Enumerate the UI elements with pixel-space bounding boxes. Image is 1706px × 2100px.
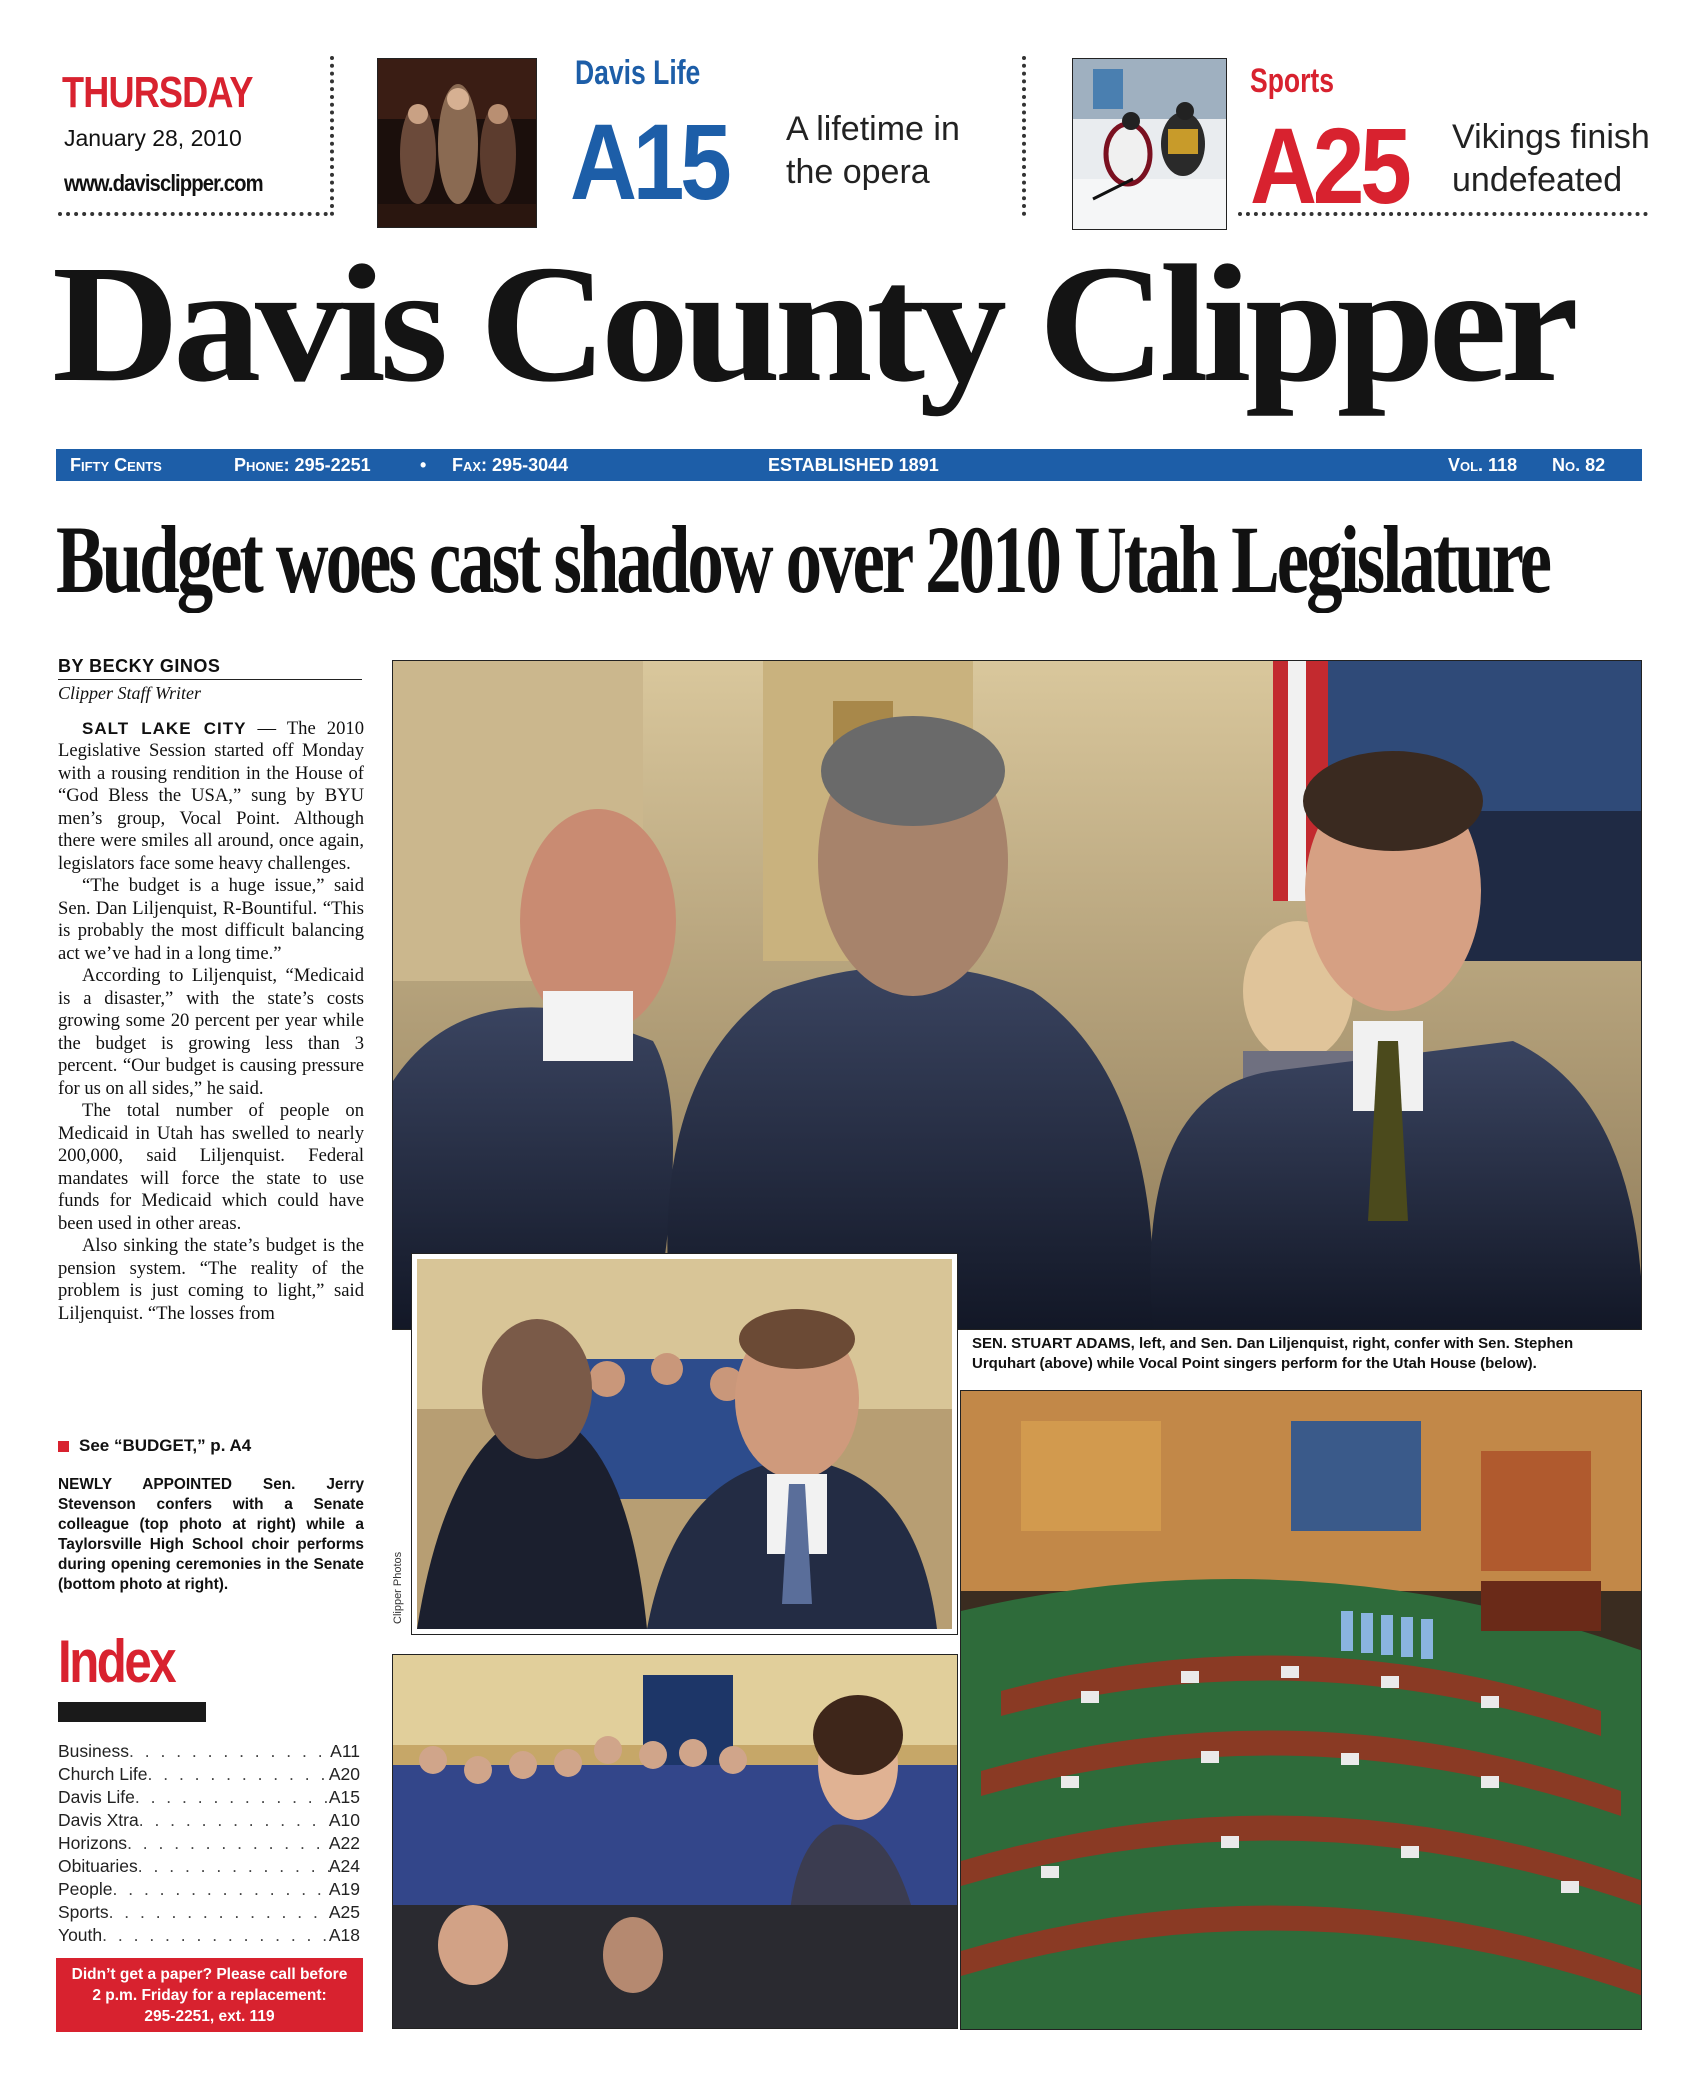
index-item[interactable] [58, 1901, 360, 1924]
promo-page-a15[interactable]: A15 [570, 101, 728, 222]
top-divider-dots [1238, 212, 1648, 216]
teaser-line: undefeated [1452, 160, 1623, 199]
dateline-dash: — [257, 718, 277, 739]
promo-teaser-opera [786, 108, 960, 193]
index-item-page: A18 [328, 1925, 360, 1945]
index-item-name: Church Life [58, 1764, 148, 1784]
index-item[interactable] [58, 1786, 360, 1809]
index-item-name: Business [58, 1741, 130, 1761]
edition-day: THURSDAY [62, 68, 253, 117]
promo-teaser-vikings [1452, 116, 1650, 201]
promo-photo-hockey[interactable] [1072, 58, 1227, 230]
index-item-name: Sports [58, 1902, 109, 1922]
volume-label: Vol. 118 [1448, 455, 1518, 475]
issue-number-label: No. 82 [1552, 455, 1606, 475]
dot-leader [127, 1832, 329, 1855]
story-body [58, 718, 364, 1325]
hockey-photo-icon [1073, 59, 1227, 230]
cutline-lead: SEN. STUART ADAMS, [972, 1335, 1135, 1352]
edition-date: January 28, 2010 [64, 125, 242, 151]
dot-leader [135, 1786, 329, 1809]
teaser-line: A lifetime in [786, 110, 960, 148]
top-divider-dots [58, 212, 328, 216]
index-item-page: A10 [328, 1810, 360, 1830]
dot-leader [129, 1740, 330, 1763]
index-item[interactable] [58, 1855, 360, 1878]
stevenson-photo-icon [417, 1259, 952, 1629]
index-item-page: A20 [328, 1764, 360, 1784]
website-link[interactable]: www.davisclipper.com [64, 170, 263, 196]
photo-house-chamber[interactable] [960, 1390, 1642, 2030]
square-bullet-icon [58, 1441, 69, 1452]
replacement-notice [56, 1958, 363, 2032]
photo-credit: Clipper Photos [392, 1551, 404, 1624]
dot-leader [102, 1924, 329, 1947]
story-paragraph [58, 718, 364, 875]
price-label: Fifty Cents [70, 455, 162, 475]
promo-section-davis-life[interactable]: Davis Life [575, 54, 701, 92]
established-label: ESTABLISHED 1891 [768, 455, 939, 475]
cutline-text: left, and Sen. Dan Liljenquist, right, confer with Sen. Stephen Urquhart (above) while Vocal Point singers perform for the Utah House (below). [972, 1335, 1574, 1373]
dot-leader [113, 1878, 329, 1901]
index-heading: Index [58, 1628, 175, 1695]
index-item[interactable] [58, 1832, 360, 1855]
story-paragraph: According to Liljenquist, “Medicaid is a disaster,” with the state’s costs growing some 20 percent per year while the budget is growing less than 3 percent. “Our budget is causing pressure for us on all sides,” he said. [58, 965, 364, 1099]
index-item[interactable] [58, 1924, 360, 1947]
dot-leader [139, 1809, 329, 1832]
dot-leader [148, 1763, 329, 1786]
index-item-name: Obituaries [58, 1856, 138, 1876]
promo-divider-dots-vertical [1022, 56, 1026, 216]
index-bar [58, 1702, 206, 1722]
index-item[interactable] [58, 1740, 360, 1763]
notice-line: Didn’t get a paper? Please call before [71, 1966, 348, 1983]
phone-label: Phone: 295-2251 [234, 455, 371, 475]
index-item-page: A22 [328, 1833, 360, 1853]
story-paragraph: Also sinking the state’s budget is the pension system. “The reality of the problem is just coming to light,” said Liljenquist. “The losses from [58, 1235, 364, 1324]
photo-cutline-left [58, 1475, 364, 1595]
dot-leader [138, 1855, 329, 1878]
cutline-lead: NEWLY APPOINTED [58, 1476, 233, 1493]
bullet-separator: • [420, 455, 427, 475]
photo-choir-senate[interactable] [392, 1654, 958, 2029]
byline: BY BECKY GINOS [58, 656, 221, 676]
promo-section-sports[interactable]: Sports [1250, 62, 1334, 100]
story-paragraph: “The budget is a huge issue,” said Sen. Dan Liljenquist, R-Bountiful. “This is probably the most difficult balancing act we’ve had in a long time.” [58, 875, 364, 964]
choir-photo-icon [393, 1655, 958, 2029]
story-jump-link[interactable] [58, 1436, 251, 1456]
photo-cutline-right [972, 1334, 1634, 1375]
dateline: SALT LAKE CITY [82, 719, 247, 738]
notice-line: 2 p.m. Friday for a replacement: [92, 1987, 327, 2004]
fax-label: Fax: 295-3044 [452, 455, 569, 475]
index-item-page: A11 [330, 1741, 360, 1761]
jump-text: See “BUDGET,” p. A4 [79, 1436, 252, 1455]
index-item-name: Davis Xtra [58, 1810, 139, 1830]
index-item-page: A24 [328, 1856, 360, 1876]
teaser-line: the opera [786, 152, 930, 191]
page-headline: Budget woes cast shadow over 2010 Utah Legislature [56, 506, 1549, 613]
index-item[interactable] [58, 1809, 360, 1832]
index-item-name: Davis Life [58, 1787, 135, 1807]
index-list [58, 1740, 360, 1947]
index-item-name: Horizons [58, 1833, 128, 1853]
index-item[interactable] [58, 1763, 360, 1786]
promo-page-a25[interactable]: A25 [1250, 105, 1408, 226]
teaser-line: Vikings finish [1452, 118, 1650, 156]
top-divider-dots-vertical [330, 56, 334, 216]
story-paragraph: The total number of people on Medicaid in Utah has swelled to nearly 200,000, said Liljenquist. Federal mandates will force the state to use funds for Medicaid which could have been used in other areas. [58, 1100, 364, 1234]
story-paragraph-text: The 2010 Legislative Session started off Monday with a rousing rendition in the House of “God Bless the USA,” sung by BYU men’s group, Vocal Point. Although there were smiles all around, once again, legislators face some heavy challenges. [58, 718, 364, 874]
index-item-page: A25 [328, 1902, 360, 1922]
inset-photo-stevenson[interactable] [412, 1254, 957, 1634]
index-item-page: A15 [328, 1787, 360, 1807]
byline-role: Clipper Staff Writer [58, 683, 202, 703]
senators-photo-icon [393, 661, 1642, 1330]
index-item-name: People [58, 1879, 113, 1899]
promo-photo-opera[interactable] [377, 58, 537, 228]
cutline-text: Sen. Jerry Stevenson confers with a Senate colleague (top photo at right) while a Taylorsville High School choir performs during opening ceremonies in the Senate (bottom photo at right). [58, 1476, 364, 1594]
main-photo-senators[interactable] [392, 660, 1642, 1330]
opera-photo-icon [378, 59, 537, 228]
masthead-title: Davis County Clipper [52, 231, 1573, 417]
info-bar [56, 449, 1642, 481]
dot-leader [109, 1901, 329, 1924]
notice-phone: 295-2251, ext. 119 [144, 2008, 275, 2025]
house-chamber-photo-icon [961, 1391, 1642, 2030]
index-item-page: A19 [328, 1879, 360, 1899]
index-item[interactable] [58, 1878, 360, 1901]
byline-rule [58, 679, 362, 680]
index-item-name: Youth [58, 1925, 103, 1945]
